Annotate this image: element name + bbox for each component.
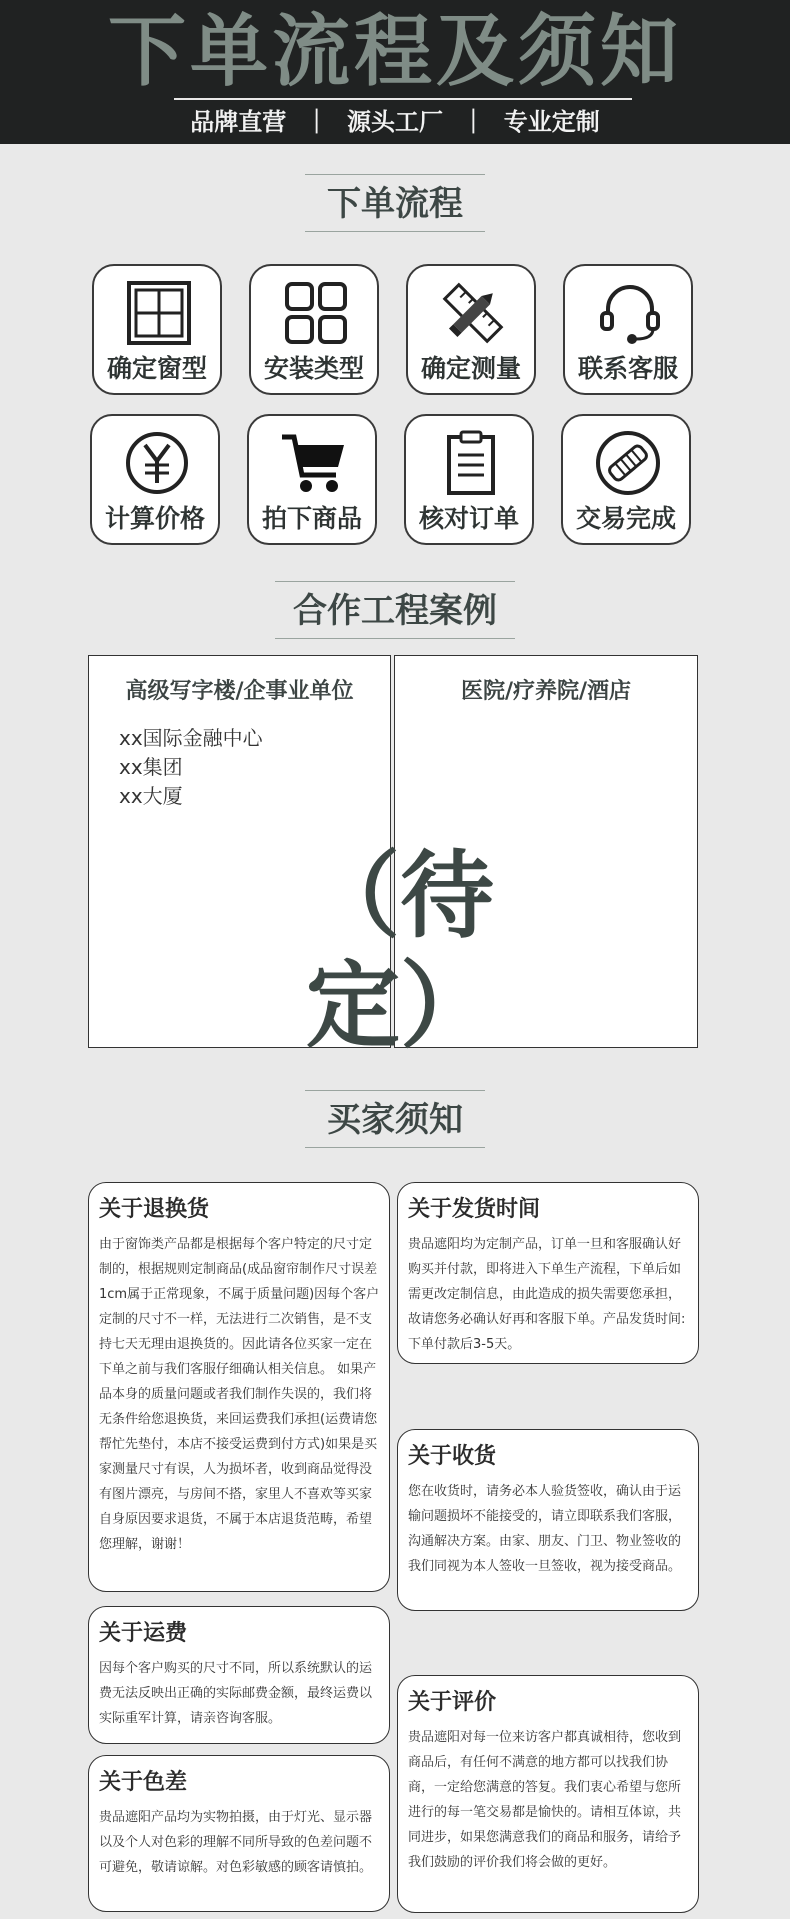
case-item-list — [119, 724, 263, 811]
header-banner — [0, 0, 790, 144]
cart-icon — [280, 429, 348, 497]
notice-body: 您在收货时，请务必本人验货签收，确认由于运输问题损坏不能接受的，请立即联系我们客服，沟通解决方案。由家、朋友、门卫、物业签收的我们同视为本人签收一旦签收，视为接受商品。 — [408, 1484, 682, 1574]
page-subtitle: 品牌直营 ｜ 源头工厂 ｜ 专业定制 — [190, 108, 600, 136]
step-label: 拍下商品 — [261, 504, 362, 533]
notice-returns — [88, 1182, 390, 1592]
notice-review — [397, 1675, 699, 1913]
notice-body: 由于窗饰类产品都是根据每个客户特定的尺寸定制的，根据规则定制商品(成品窗帘制作尺寸误差1cm属于正常现象，不属于质量问题)因每个客户定制的尺寸不一样，无法进行二次销售，是不支持七天无理由退换货的。因此请各位买家一定在下单之前与我们客服仔细确认相关信息。 如果产品本身的质量问题或者我们制作失误的，我们将无条件给您退换货，来回运费我们承担(运费请您帮忙先垫付，本店不接受运费到付方式)如果是买家测量尺寸有误，人为损坏者，收到商品觉得没有图片漂亮，与房间不搭，家里人不喜欢等买家自身原因要求退货，不属于本店退货范畴，希望您理解，谢谢！ — [99, 1237, 380, 1552]
clipboard-icon — [437, 429, 505, 497]
step-deal-done — [561, 414, 691, 545]
notice-body: 贵品遮阳产品均为实物拍摄，由于灯光、显示器以及个人对色彩的理解不同所导致的色差问题不可避免，敬请谅解。对色彩敏感的顾客请慎拍。 — [99, 1810, 373, 1875]
notice-section-title: 买家须知 — [305, 1090, 485, 1148]
step-label: 确定窗型 — [106, 354, 207, 383]
notice-receipt — [397, 1429, 699, 1611]
notice-heading: 关于退换货 — [99, 1197, 210, 1222]
cases-section-title: 合作工程案例 — [275, 581, 515, 639]
page-title: 下单流程及须知 — [107, 7, 682, 97]
notice-color — [88, 1755, 390, 1912]
header-divider — [174, 98, 632, 100]
step-label: 核对订单 — [418, 504, 519, 533]
notice-heading: 关于色差 — [99, 1770, 188, 1795]
step-confirm-window — [92, 264, 222, 395]
step-contact-service — [563, 264, 693, 395]
notice-body: 贵品遮阳均为定制产品，订单一旦和客服确认好购买并付款，即将进入下单生产流程，下单后如需更改定制信息，由此造成的损失需要您承担，故请您务必确认好再和客服下单。产品发货时间:下单付款后3-5天。 — [408, 1237, 686, 1352]
step-install-type — [249, 264, 379, 395]
notice-heading: 关于收货 — [408, 1444, 497, 1469]
yen-coin-icon — [123, 429, 191, 497]
case-item: xx国际金融中心 — [119, 726, 263, 750]
case-item: xx大厦 — [119, 784, 183, 808]
step-place-order — [247, 414, 377, 545]
notice-freight — [88, 1606, 390, 1744]
notice-heading: 关于发货时间 — [408, 1197, 541, 1222]
step-check-order — [404, 414, 534, 545]
case-heading: 医院/疗养院/酒店 — [460, 679, 632, 704]
step-label: 交易完成 — [575, 504, 676, 533]
headset-icon — [596, 279, 664, 347]
step-label: 联系客服 — [577, 354, 678, 383]
step-label: 安装类型 — [263, 354, 364, 383]
notice-heading: 关于运费 — [99, 1621, 188, 1646]
step-label: 计算价格 — [104, 504, 205, 533]
step-label: 确定测量 — [420, 354, 521, 383]
notice-body: 因每个客户购买的尺寸不同，所以系统默认的运费无法反映出正确的实际邮费金额，最终运费以实际重军计算，请亲咨询客服。 — [99, 1661, 373, 1726]
handshake-icon — [594, 429, 662, 497]
pending-placeholder: （待定） — [305, 842, 494, 1061]
grid-icon — [282, 279, 350, 347]
notice-body: 贵品遮阳对每一位来访客户都真诚相待，您收到商品后，有任何不满意的地方都可以找我们协商，一定给您满意的答复。我们衷心希望与您所进行的每一笔交易都是愉快的。请相互体谅，共同进步，如果您满意我们的商品和服务，请给予我们鼓励的评价我们将会做的更好。 — [408, 1730, 682, 1870]
step-calc-price — [90, 414, 220, 545]
window-icon — [125, 279, 193, 347]
process-section-title: 下单流程 — [305, 174, 485, 232]
case-item: xx集团 — [119, 755, 183, 779]
ruler-pencil-icon — [439, 279, 507, 347]
notice-shipping-time — [397, 1182, 699, 1364]
notice-heading: 关于评价 — [408, 1690, 497, 1715]
case-heading: 高级写字楼/企事业单位 — [125, 679, 354, 704]
step-measure — [406, 264, 536, 395]
